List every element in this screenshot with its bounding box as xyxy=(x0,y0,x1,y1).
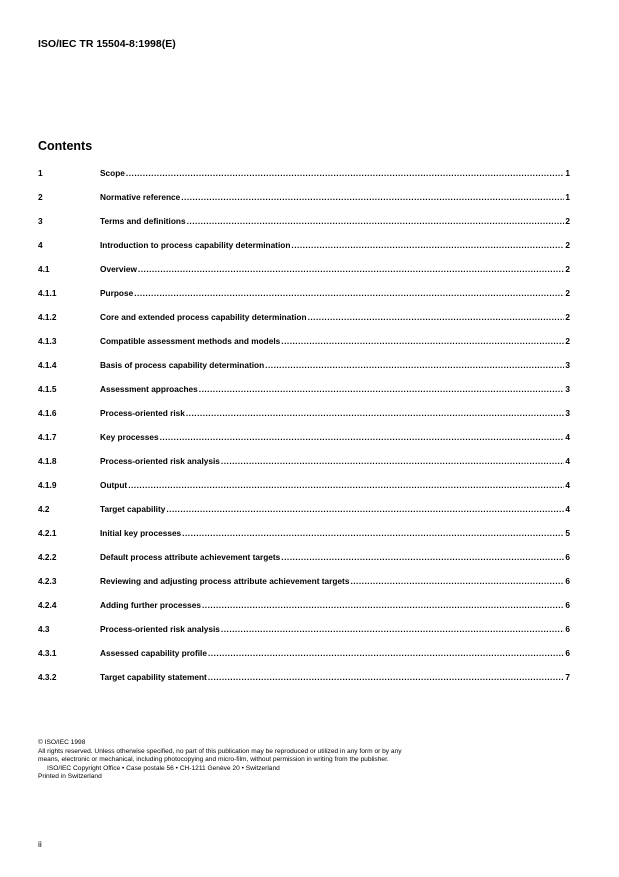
toc-entry-number: 4.1.9 xyxy=(38,480,57,490)
toc-entry[interactable] xyxy=(38,261,570,285)
toc-entry-number: 2 xyxy=(38,192,43,202)
toc-entry-number: 4.1.5 xyxy=(38,384,57,394)
toc-entry[interactable] xyxy=(38,453,570,477)
toc-entry-title[interactable]: Process-oriented risk analysis xyxy=(100,456,220,466)
toc-entry-number: 4.2.3 xyxy=(38,576,57,586)
toc-dot-leader xyxy=(221,456,564,466)
toc-entry[interactable] xyxy=(38,429,570,453)
toc-entry-title[interactable]: Introduction to process capability determination xyxy=(100,240,291,250)
toc-dot-leader xyxy=(134,288,564,298)
toc-dot-leader xyxy=(181,192,564,202)
toc-entry-page[interactable]: 2 xyxy=(565,216,570,226)
toc-dot-leader xyxy=(208,648,564,658)
toc-dot-leader xyxy=(291,240,564,250)
toc-entry-page[interactable]: 2 xyxy=(565,312,570,322)
toc-entry-line xyxy=(100,672,570,682)
toc-entry[interactable] xyxy=(38,621,570,645)
toc-entry[interactable] xyxy=(38,549,570,573)
toc-entry-number: 4.1.2 xyxy=(38,312,57,322)
toc-entry[interactable] xyxy=(38,213,570,237)
toc-entry-line xyxy=(100,456,570,466)
table-of-contents xyxy=(38,165,570,693)
toc-entry-page[interactable]: 2 xyxy=(565,336,570,346)
toc-entry[interactable] xyxy=(38,525,570,549)
toc-entry-number: 4.3.2 xyxy=(38,672,57,682)
toc-entry-number: 4.1.8 xyxy=(38,456,57,466)
contents-heading: Contents xyxy=(38,139,93,153)
toc-entry-page[interactable]: 5 xyxy=(565,528,570,538)
toc-entry-line xyxy=(100,216,570,226)
toc-entry-line xyxy=(100,504,570,514)
toc-entry-page[interactable]: 7 xyxy=(565,672,570,682)
page-number: ii xyxy=(38,839,42,849)
toc-entry[interactable] xyxy=(38,381,570,405)
toc-entry-page[interactable]: 3 xyxy=(565,384,570,394)
toc-entry-line xyxy=(100,528,570,538)
toc-entry-page[interactable]: 4 xyxy=(565,432,570,442)
toc-dot-leader xyxy=(182,528,564,538)
toc-entry-line xyxy=(100,312,570,322)
toc-entry-line xyxy=(100,264,570,274)
toc-entry-title[interactable]: Key processes xyxy=(100,432,159,442)
toc-entry-line xyxy=(100,432,570,442)
toc-entry-title[interactable]: Target capability statement xyxy=(100,672,207,682)
toc-entry-title[interactable]: Adding further processes xyxy=(100,600,201,610)
toc-entry[interactable] xyxy=(38,309,570,333)
toc-entry-line xyxy=(100,648,570,658)
toc-entry-title[interactable]: Normative reference xyxy=(100,192,181,202)
toc-entry-line xyxy=(100,192,570,202)
printed-in: Printed in Switzerland xyxy=(38,773,102,781)
copyright-line: © ISO/IEC 1998 xyxy=(38,739,86,746)
toc-entry-number: 4.1.7 xyxy=(38,432,57,442)
toc-entry-page[interactable]: 6 xyxy=(565,648,570,658)
toc-entry[interactable] xyxy=(38,405,570,429)
toc-entry[interactable] xyxy=(38,357,570,381)
toc-entry-title[interactable]: Assessed capability profile xyxy=(100,648,207,658)
toc-entry-title[interactable]: Reviewing and adjusting process attribute achievement targets xyxy=(100,576,350,586)
toc-entry-page[interactable]: 6 xyxy=(565,600,570,610)
toc-entry-page[interactable]: 2 xyxy=(565,264,570,274)
toc-dot-leader xyxy=(166,504,564,514)
toc-entry-title[interactable]: Core and extended process capability determination xyxy=(100,312,307,322)
toc-entry-line xyxy=(100,408,570,418)
toc-dot-leader xyxy=(350,576,564,586)
toc-entry-page[interactable]: 4 xyxy=(565,480,570,490)
toc-entry-number: 4.2.4 xyxy=(38,600,57,610)
toc-entry-title[interactable]: Assessment approaches xyxy=(100,384,198,394)
toc-entry-page[interactable]: 2 xyxy=(565,240,570,250)
toc-entry-title[interactable]: Default process attribute achievement targets xyxy=(100,552,281,562)
toc-entry-title[interactable]: Output xyxy=(100,480,128,490)
toc-entry-page[interactable]: 3 xyxy=(565,360,570,370)
toc-entry[interactable] xyxy=(38,597,570,621)
toc-entry-line xyxy=(100,552,570,562)
toc-dot-leader xyxy=(265,360,564,370)
toc-entry-line xyxy=(100,168,570,178)
toc-entry-page[interactable]: 1 xyxy=(565,168,570,178)
toc-entry-number: 4.3.1 xyxy=(38,648,57,658)
toc-entry-line xyxy=(100,336,570,346)
rights-statement: All rights reserved. Unless otherwise specified, no part of this publication may be reproduced or utilized in any form or by any means, electronic or mechanical, including photocopying and micro-film, without permission in writing from the publisher. xyxy=(38,747,402,764)
toc-entry-line xyxy=(100,288,570,298)
toc-entry-number: 4 xyxy=(38,240,43,250)
toc-entry-number: 4.1.1 xyxy=(38,288,57,298)
toc-dot-leader xyxy=(308,312,565,322)
toc-entry-page[interactable]: 4 xyxy=(565,456,570,466)
toc-entry-line xyxy=(100,360,570,370)
toc-entry[interactable] xyxy=(38,573,570,597)
toc-entry-line xyxy=(100,600,570,610)
toc-entry-line xyxy=(100,480,570,490)
toc-entry-number: 4.1 xyxy=(38,264,50,274)
toc-entry-line xyxy=(100,576,570,586)
toc-dot-leader xyxy=(186,408,565,418)
toc-dot-leader xyxy=(187,216,565,226)
toc-entry-title[interactable]: Compatible assessment methods and models xyxy=(100,336,281,346)
document-header-id: ISO/IEC TR 15504-8:1998(E) xyxy=(38,38,176,50)
copyright-office-address: ISO/IEC Copyright Office • Case postale 56 • CH-1211 Genève 20 • Switzerland xyxy=(47,764,280,772)
toc-entry-page[interactable]: 2 xyxy=(565,288,570,298)
toc-entry-number: 4.1.4 xyxy=(38,360,57,370)
toc-entry[interactable] xyxy=(38,333,570,357)
toc-entry-title[interactable]: Process-oriented risk xyxy=(100,408,185,418)
toc-entry-page[interactable]: 6 xyxy=(565,624,570,634)
toc-entry-line xyxy=(100,624,570,634)
toc-dot-leader xyxy=(160,432,565,442)
toc-dot-leader xyxy=(281,552,564,562)
toc-dot-leader xyxy=(199,384,565,394)
toc-entry-title[interactable]: Overview xyxy=(100,264,137,274)
copyright-notice xyxy=(38,739,410,782)
toc-entry-page[interactable]: 1 xyxy=(565,192,570,202)
toc-dot-leader xyxy=(202,600,564,610)
toc-entry-title[interactable]: Target capability xyxy=(100,504,166,514)
toc-entry[interactable] xyxy=(38,501,570,525)
toc-entry[interactable] xyxy=(38,669,570,693)
toc-entry-number: 1 xyxy=(38,168,43,178)
toc-entry-title[interactable]: Scope xyxy=(100,168,125,178)
toc-dot-leader xyxy=(221,624,564,634)
toc-dot-leader xyxy=(208,672,565,682)
toc-entry-title[interactable]: Initial key processes xyxy=(100,528,182,538)
toc-entry-page[interactable]: 3 xyxy=(565,408,570,418)
toc-entry-number: 4.1.6 xyxy=(38,408,57,418)
toc-entry-title[interactable]: Basis of process capability determination xyxy=(100,360,265,370)
toc-entry[interactable] xyxy=(38,285,570,309)
toc-dot-leader xyxy=(128,480,564,490)
toc-entry-title[interactable]: Purpose xyxy=(100,288,134,298)
toc-entry[interactable] xyxy=(38,189,570,213)
toc-entry-title[interactable]: Process-oriented risk analysis xyxy=(100,624,220,634)
toc-entry-page[interactable]: 6 xyxy=(565,576,570,586)
toc-entry-line xyxy=(100,384,570,394)
toc-entry-number: 4.3 xyxy=(38,624,50,634)
toc-entry[interactable] xyxy=(38,477,570,501)
toc-entry-number: 4.2 xyxy=(38,504,50,514)
toc-dot-leader xyxy=(126,168,564,178)
toc-entry[interactable] xyxy=(38,165,570,189)
toc-entry-title[interactable]: Terms and definitions xyxy=(100,216,186,226)
toc-entry-page[interactable]: 6 xyxy=(565,552,570,562)
toc-dot-leader xyxy=(281,336,564,346)
toc-entry-number: 4.2.2 xyxy=(38,552,57,562)
toc-entry-number: 4.1.3 xyxy=(38,336,57,346)
toc-entry[interactable] xyxy=(38,237,570,261)
toc-dot-leader xyxy=(138,264,564,274)
toc-entry-number: 3 xyxy=(38,216,43,226)
toc-entry-line xyxy=(100,240,570,250)
toc-entry-page[interactable]: 4 xyxy=(565,504,570,514)
toc-entry-number: 4.2.1 xyxy=(38,528,57,538)
toc-entry[interactable] xyxy=(38,645,570,669)
